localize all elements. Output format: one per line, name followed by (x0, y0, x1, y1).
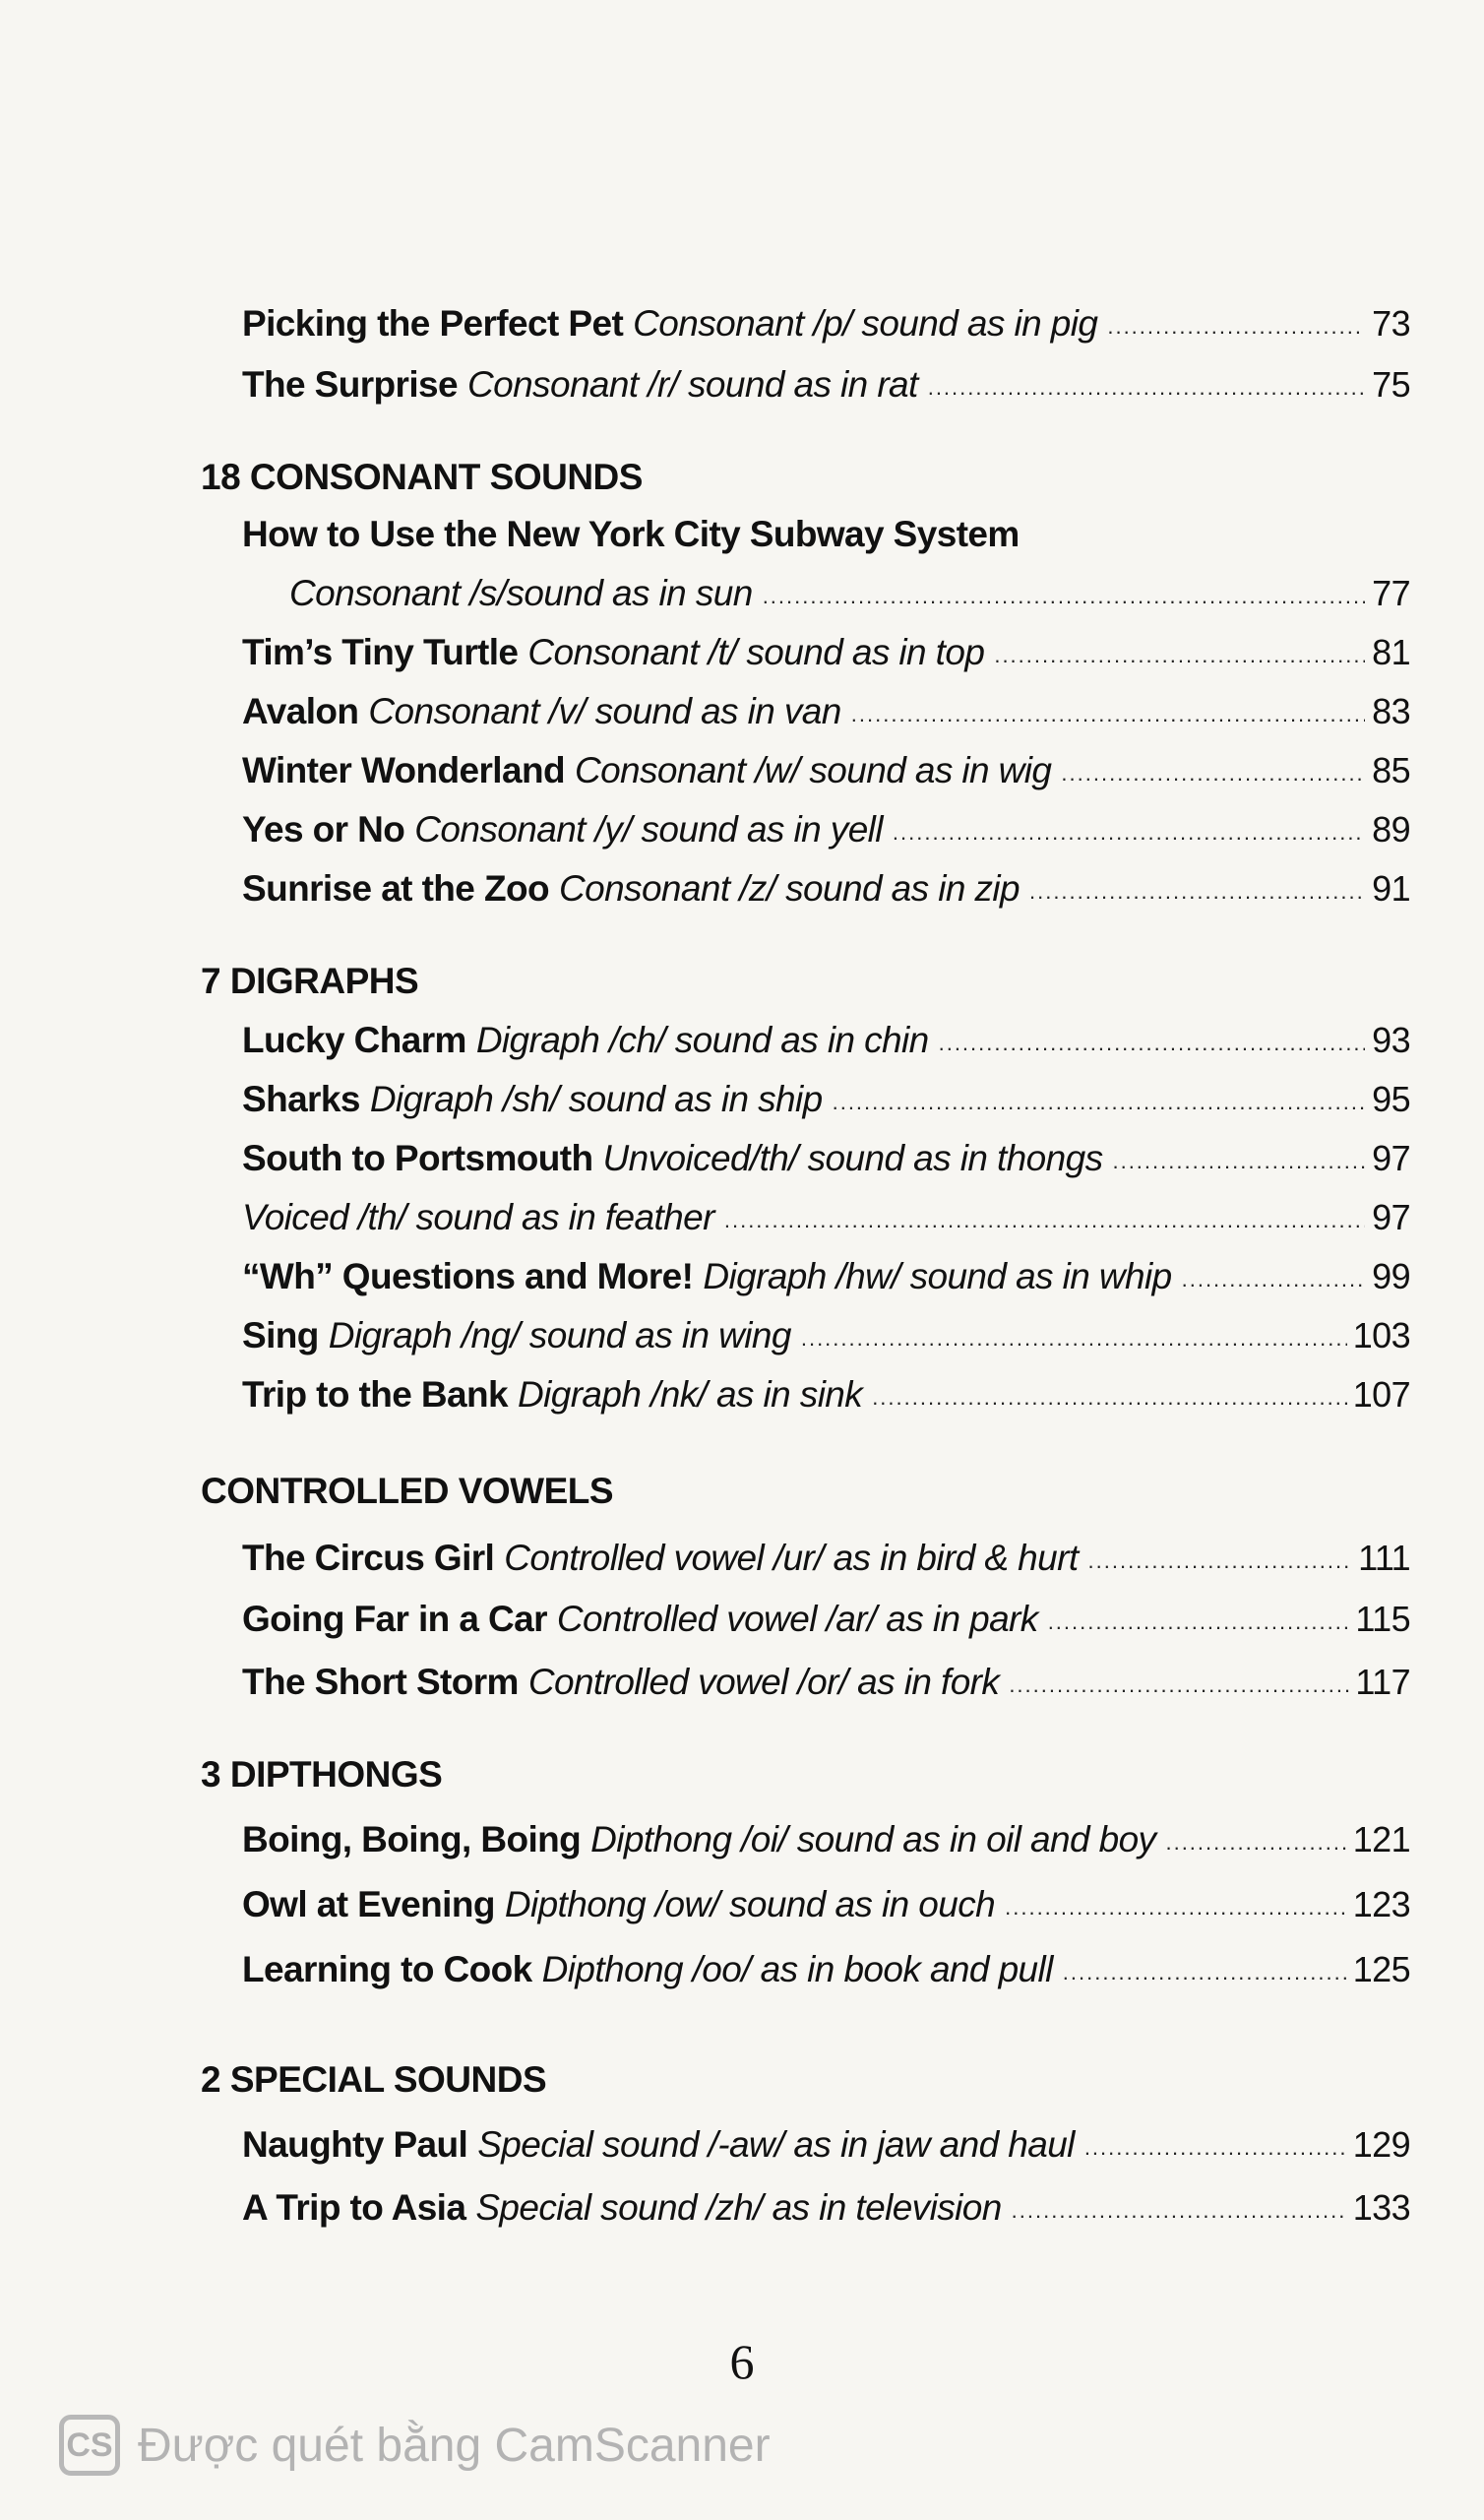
section-heading: 2 SPECIAL SOUNDS (201, 2059, 547, 2100)
entry-description: Consonant /t/ sound as in top (527, 632, 985, 672)
entry-description: Consonant /r/ sound as in rat (466, 364, 918, 405)
camscanner-logo-icon: CS (59, 2415, 120, 2476)
entry-page: 83 (1372, 691, 1410, 731)
toc-entry[interactable] (242, 2124, 1410, 2175)
dot-leader (1048, 1609, 1350, 1635)
entry-description: Special sound /-aw/ as in jaw and haul (477, 2124, 1075, 2165)
entry-page: 91 (1372, 868, 1410, 909)
toc-entry[interactable] (242, 364, 1410, 415)
dot-leader (833, 1090, 1365, 1115)
entry-description: Consonant /z/ sound as in zip (558, 868, 1020, 909)
section-heading: 3 DIPTHONGS (201, 1754, 443, 1795)
toc-entry[interactable] (242, 809, 1410, 860)
entry-description: Consonant /s/sound as in sun (289, 573, 753, 613)
entry-page: 73 (1372, 303, 1410, 344)
entry-page: 89 (1372, 809, 1410, 850)
entry-page: 129 (1352, 2124, 1410, 2165)
page-number: 6 (729, 2334, 755, 2389)
entry-description: Dipthong /oo/ as in book and pull (541, 1949, 1053, 1989)
entry-title: Sharks (242, 1079, 360, 1119)
entry-description: Voiced /th/ sound as in feather (242, 1197, 714, 1237)
entry-page: 81 (1372, 632, 1410, 672)
dot-leader (994, 643, 1365, 668)
entry-title: Picking the Perfect Pet (242, 303, 624, 344)
entry-description: Controlled vowel /or/ as in fork (527, 1662, 1000, 1702)
entry-title: Sing (242, 1315, 319, 1355)
dot-leader (872, 1385, 1347, 1411)
entry-page: 97 (1372, 1138, 1410, 1178)
entry-page: 123 (1352, 1884, 1410, 1924)
toc-entry[interactable] (242, 750, 1410, 801)
entry-title: Lucky Charm (242, 1020, 466, 1060)
entry-page: 117 (1355, 1662, 1410, 1702)
entry-title: “Wh” Questions and More! (242, 1256, 694, 1296)
toc-entry[interactable] (242, 1079, 1410, 1130)
section-heading: 18 CONSONANT SOUNDS (201, 457, 643, 497)
dot-leader (928, 375, 1365, 401)
section-heading: CONTROLLED VOWELS (201, 1471, 614, 1511)
entry-description: Consonant /v/ sound as in van (368, 691, 841, 731)
dot-leader (724, 1208, 1365, 1233)
toc-entry[interactable] (242, 1949, 1410, 2000)
entry-description: Dipthong /ow/ sound as in ouch (504, 1884, 996, 1924)
entry-page: 93 (1372, 1020, 1410, 1060)
entry-description: Controlled vowel /ur/ as in bird & hurt (504, 1538, 1079, 1578)
watermark-text: Được quét bằng CamScanner (138, 2419, 771, 2472)
dot-leader (1009, 1672, 1349, 1698)
entry-description: Digraph /ch/ sound as in chin (475, 1020, 929, 1060)
dot-leader (893, 820, 1365, 846)
toc-entry[interactable] (242, 632, 1410, 683)
entry-description: Dipthong /oi/ sound as in oil and boy (590, 1819, 1156, 1859)
entry-title: How to Use the New York City Subway System (242, 514, 1020, 554)
entry-title: Boing, Boing, Boing (242, 1819, 582, 1859)
toc-entry[interactable] (242, 1374, 1410, 1425)
entry-title: Naughty Paul (242, 2124, 468, 2165)
dot-leader (1029, 879, 1365, 905)
entry-title: A Trip to Asia (242, 2187, 466, 2228)
dot-leader (1182, 1267, 1365, 1292)
entry-description: Consonant /w/ sound as in wig (574, 750, 1052, 790)
entry-page: 107 (1352, 1374, 1410, 1415)
dot-leader (1165, 1830, 1346, 1856)
entry-title: Owl at Evening (242, 1884, 495, 1924)
toc-entry[interactable] (242, 1197, 1410, 1248)
dot-leader (851, 702, 1365, 727)
dot-leader (1063, 1960, 1347, 1985)
toc-entry[interactable] (289, 573, 1410, 624)
entry-page: 85 (1372, 750, 1410, 790)
entry-page: 75 (1372, 364, 1410, 405)
toc-entry[interactable] (242, 303, 1410, 354)
toc-entry[interactable] (242, 514, 1029, 565)
entry-page: 121 (1352, 1819, 1410, 1859)
toc-entry[interactable] (242, 1884, 1410, 1935)
entry-description: Consonant /p/ sound as in pig (633, 303, 1098, 344)
entry-description: Consonant /y/ sound as in yell (414, 809, 883, 850)
entry-title: Avalon (242, 691, 359, 731)
entry-page: 125 (1352, 1949, 1410, 1989)
toc-entry[interactable] (242, 1315, 1410, 1366)
dot-leader (1084, 2135, 1347, 2161)
dot-leader (1112, 1149, 1365, 1174)
entry-page: 77 (1372, 573, 1410, 613)
entry-description: Controlled vowel /ar/ as in park (556, 1599, 1038, 1639)
entry-description: Digraph /ng/ sound as in wing (328, 1315, 791, 1355)
toc-entry[interactable] (242, 1256, 1410, 1307)
entry-page: 111 (1358, 1538, 1410, 1578)
entry-page: 99 (1372, 1256, 1410, 1296)
entry-title: The Surprise (242, 364, 458, 405)
entry-title: Learning to Cook (242, 1949, 532, 1989)
dot-leader (939, 1031, 1365, 1056)
dot-leader (1088, 1548, 1353, 1574)
entry-page: 103 (1352, 1315, 1410, 1355)
toc-entry[interactable] (242, 868, 1410, 919)
entry-title: Tim’s Tiny Turtle (242, 632, 519, 672)
entry-title: Winter Wonderland (242, 750, 565, 790)
dot-leader (1005, 1895, 1347, 1921)
entry-description: Digraph /sh/ sound as in ship (369, 1079, 823, 1119)
entry-title: Yes or No (242, 809, 405, 850)
entry-description: Digraph /hw/ sound as in whip (703, 1256, 1172, 1296)
dot-leader (763, 584, 1365, 609)
entry-title: South to Portsmouth (242, 1138, 593, 1178)
toc-entry[interactable] (242, 1662, 1410, 1713)
section-heading: 7 DIGRAPHS (201, 961, 419, 1001)
toc-entry[interactable] (242, 691, 1410, 742)
entry-description: Unvoiced/th/ sound as in thongs (602, 1138, 1103, 1178)
toc-entry[interactable] (242, 1020, 1410, 1071)
dot-leader (801, 1326, 1347, 1352)
entry-page: 95 (1372, 1079, 1410, 1119)
entry-title: Going Far in a Car (242, 1599, 547, 1639)
entry-page: 97 (1372, 1197, 1410, 1237)
entry-title: The Short Storm (242, 1662, 519, 1702)
entry-description: Digraph /nk/ as in sink (517, 1374, 863, 1415)
dot-leader (1107, 314, 1365, 340)
toc-entry[interactable] (242, 1538, 1410, 1589)
toc-entry[interactable] (242, 1138, 1410, 1189)
dot-leader (1012, 2198, 1347, 2224)
toc-entry[interactable] (242, 1819, 1410, 1870)
toc-entry[interactable] (242, 1599, 1410, 1650)
entry-title: The Circus Girl (242, 1538, 495, 1578)
dot-leader (1061, 761, 1365, 787)
entry-title: Trip to the Bank (242, 1374, 508, 1415)
entry-page: 115 (1355, 1599, 1410, 1639)
toc-entry[interactable] (242, 2187, 1410, 2238)
entry-description: Special sound /zh/ as in television (475, 2187, 1002, 2228)
entry-title: Sunrise at the Zoo (242, 868, 549, 909)
scanner-watermark (59, 2406, 771, 2485)
entry-page: 133 (1352, 2187, 1410, 2228)
